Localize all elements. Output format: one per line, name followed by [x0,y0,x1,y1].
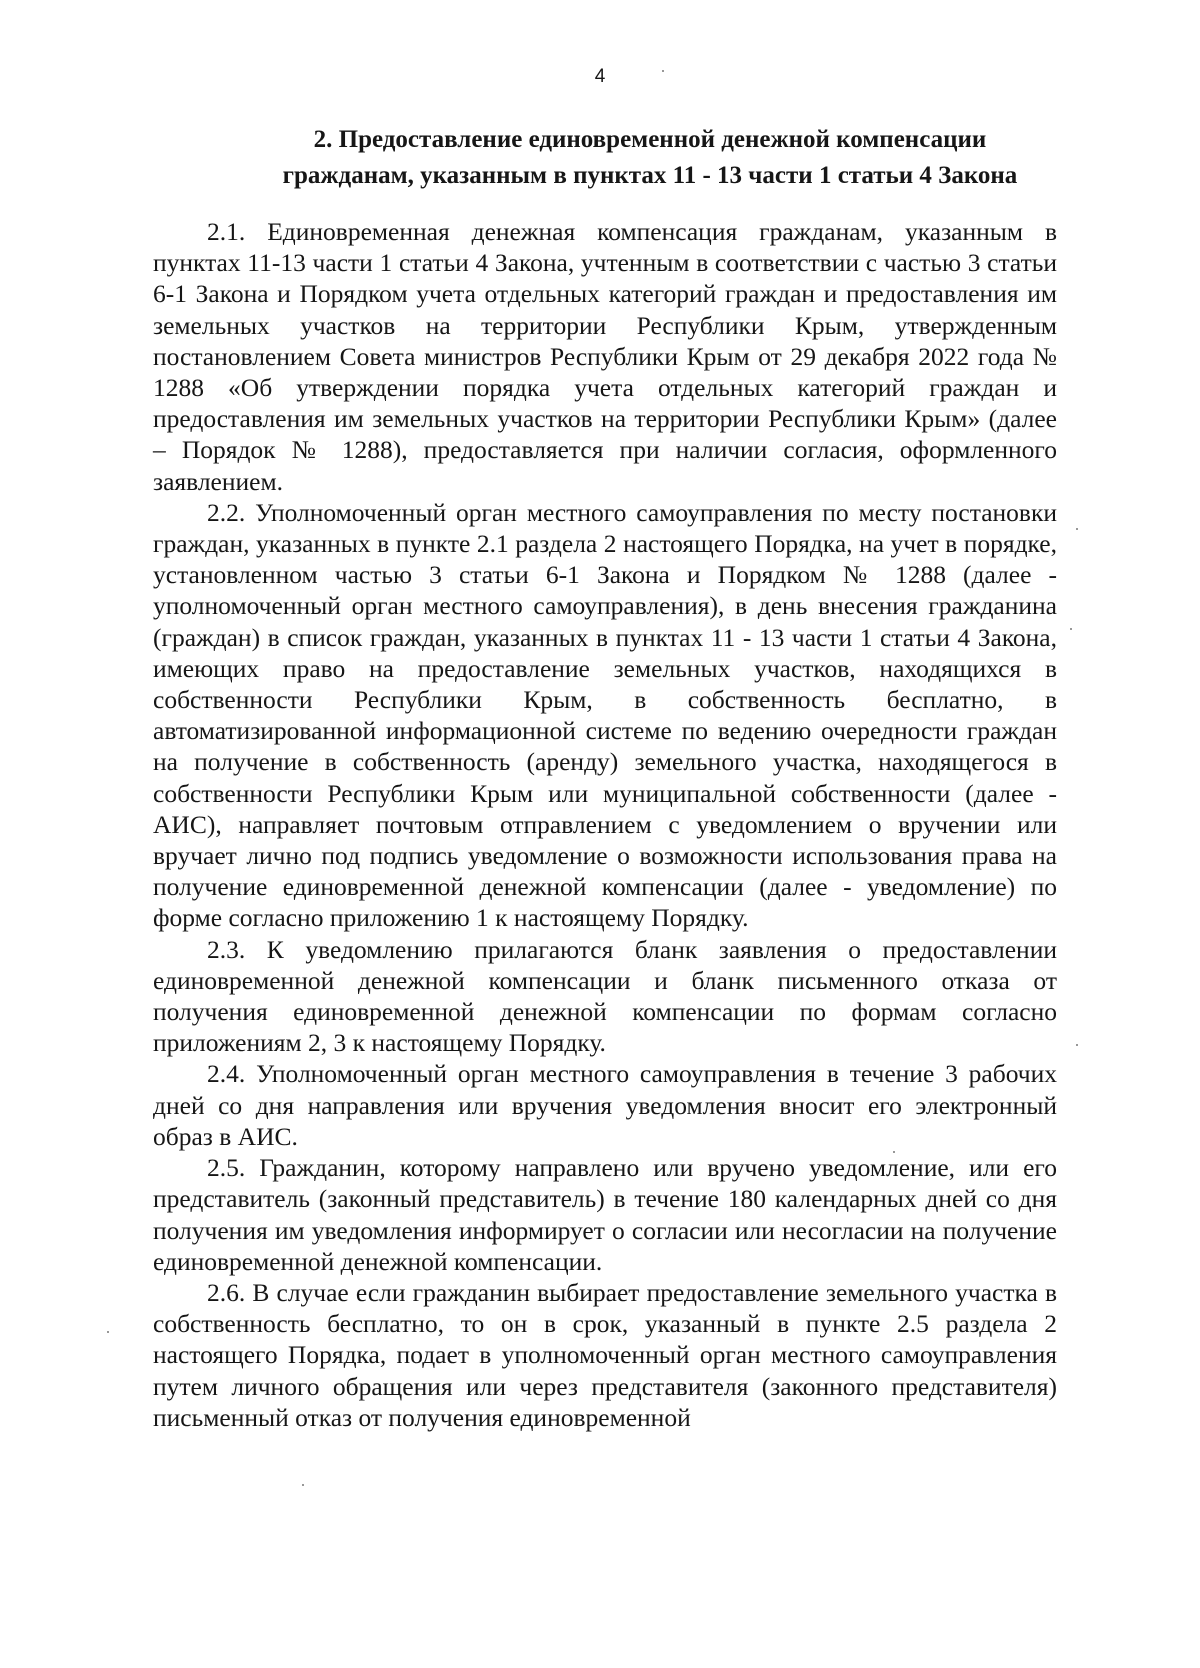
paragraph-2-3: 2.3. К уведомлению прилагаются бланк заявления о предоставлении единовременной денежной компенсации и бланк письменного отказа от получения единовременной денежной компенсации по формам согласно приложениям 2, 3 к настоящему Порядку. [153,934,1057,1058]
paragraph-2-4: 2.4. Уполномоченный орган местного самоуправления в течение 3 рабочих дней со дня направления или вручения уведомления вносит его электронный образ в АИС. [153,1059,1057,1151]
scan-speck [1070,628,1072,630]
scan-speck [107,1331,109,1333]
section-heading-line-2: гражданам, указанным в пунктах 11 - 13 части 1 статьи 4 Закона [282,162,1018,189]
scan-speck [302,1484,304,1486]
paragraph-2-6: 2.6. В случае если гражданин выбирает предоставление земельного участка в собственность бесплатно, то он в срок, указанный в пункте 2.5 раздела 2 настоящего Порядка, подает в уполномоченный орган местного самоуправления путем личного обращения или через представителя (законного представителя) письменный отказ от получения единовременной [153,1277,1057,1432]
page-number: 4 [594,66,606,87]
paragraph-2-1: 2.1. Единовременная денежная компенсация гражданам, указанным в пунктах 11-13 части 1 статьи 4 Закона, учтенным в соответствии с частью 3 статьи 6-1 Закона и Порядком учета отдельных категорий граждан и предоставления им земельных участков на территории Республики Крым, утвержденным постановлением Совета министров Республики Крым от 29 декабря 2022 года № 1288 «Об утверждении порядка учета отдельных категорий граждан и предоставления им земельных участков на территории Республики Крым» (далее – Порядок № 1288), предоставляется при наличии согласия, оформленного заявлением. [153,217,1057,496]
section-heading [230,122,1070,194]
paragraph-2-5: 2.5. Гражданин, которому направлено или вручено уведомление, или его представитель (законный представитель) в течение 180 календарных дней со дня получения им уведомления информирует о согласии или несогласии на получение единовременной денежной компенсации. [153,1153,1057,1276]
scan-speck [1076,1044,1078,1046]
scan-speck [893,1151,895,1153]
document-body [153,216,1057,1433]
paragraph-2-2: 2.2. Уполномоченный орган местного самоуправления по месту постановки граждан, указанных в пункте 2.1 раздела 2 настоящего Порядка, на учет в порядке, установленном частью 3 статьи 6-1 Закона и Порядком № 1288 (далее - уполномоченный орган местного самоуправления), в день внесения гражданина (граждан) в список граждан, указанных в пунктах 11 - 13 части 1 статьи 4 Закона, имеющих право на предоставление земельных участков, находящихся в собственности Республики Крым, в собственность бесплатно, в автоматизированной информационной системе по ведению очередности граждан на получение в собственность (аренду) земельного участка, находящегося в собственности Республики Крым или муниципальной собственности (далее - АИС), направляет почтовым отправлением с уведомлением о вручении или вручает лично под подпись уведомление о возможности использования права на получение единовременной денежной компенсации (далее - уведомление) по форме согласно приложению 1 к настоящему Порядку. [153,497,1057,933]
section-heading-line-1: 2. Предоставление единовременной денежной компенсации [313,126,987,153]
scan-speck [1076,528,1078,530]
scan-speck [662,70,664,72]
